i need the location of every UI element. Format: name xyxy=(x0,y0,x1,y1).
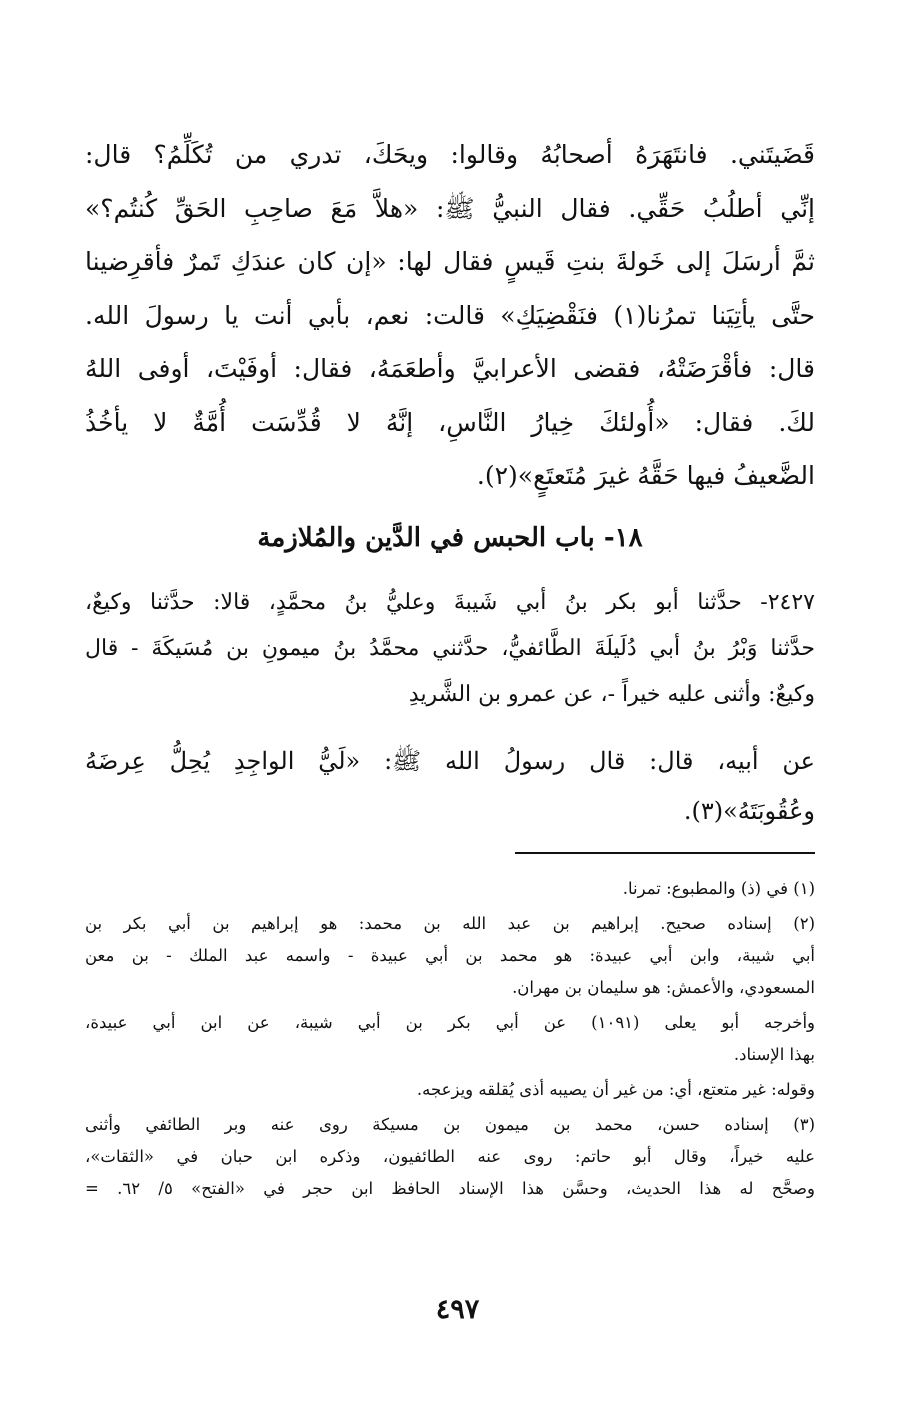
main-text-line: الضَّعيفُ فيها حَقَّهُ غيرَ مُتَعتَعٍ»(٢). xyxy=(476,461,815,490)
footnote-line: أبي شيبة، وابن أبي عبيدة: هو محمد بن أبي عبيدة - واسمه عبد الملك - بن معن xyxy=(85,946,815,965)
main-text-line: لكَ. فقال: «أُولئكَ خِيارُ النَّاسِ، إنَّهُ لا قُدِّسَت أُمَّةٌ لا يأخُذُ xyxy=(85,407,815,437)
footnote-separator xyxy=(515,852,815,854)
footnote xyxy=(85,908,815,1004)
footnote-line: المسعودي، والأعمش: هو سليمان بن مهران. xyxy=(512,978,815,997)
chapter-heading: ١٨- باب الحبس في الدَّين والمُلازمة xyxy=(257,523,643,553)
footnote-line: وصحَّح له هذا الحديث، وحسَّن هذا الإسناد الحافظ ابن حجر في «الفتح» ٥/ ٦٢. = xyxy=(85,1179,815,1198)
main-text xyxy=(85,128,815,503)
footnote-line: (٢) إسناده صحيح. إبراهيم بن عبد الله بن محمد: هو إبراهيم بن أبي بكر بن xyxy=(85,914,815,933)
footnote xyxy=(85,1109,815,1205)
hadith-matn xyxy=(85,736,815,836)
hadith-line: وعُقُوبَتَهُ»(٣). xyxy=(683,797,815,825)
footnote-line: عليه خيراً، وقال أبو حاتم: روى عنه الطائفيون، وذكره ابن حبان في «الثقات»، xyxy=(85,1147,815,1166)
main-text-line: قَضَيتَني. فانتَهَرَهُ أصحابُهُ وقالوا: ويحَكَ، تدري من تُكَلِّمُ؟ قال: xyxy=(85,140,815,169)
footnote-line: وأخرجه أبو يعلى (١٠٩١) عن أبي بكر بن أبي شيبة، عن ابن أبي عبيدة، xyxy=(85,1013,815,1032)
main-text-line: حتَّى يأتِيَنا تمرُنا(١) فنَقْضِيَكِ» قالت: نعم، بأبي أنت يا رسولَ الله. xyxy=(85,300,815,330)
footnote-line: بهذا الإسناد. xyxy=(733,1045,815,1064)
main-text-line: ثمَّ أرسَلَ إلى خَولةَ بنتِ قَيسٍ فقال لها: «إن كان عندَكِ تَمرٌ فأقرِضينا xyxy=(85,247,815,276)
page-number: ٤٩٧ xyxy=(435,1294,480,1325)
main-text-line: قال: فأقْرَضَتْهُ، فقضى الأعرابيَّ وأطعَمَهُ، فقال: أوفَيْتَ، أوفى اللهُ xyxy=(85,354,815,383)
footnote xyxy=(85,1074,815,1106)
main-text-line: إنِّي أطلُبُ حَقِّي. فقال النبيُّ ﷺ: «هلاَّ مَعَ صاحِبِ الحَقِّ كُنتُم؟» xyxy=(85,193,815,223)
hadith-line: ٢٤٢٧- حدَّثنا أبو بكر بنُ أبي شَيبةَ وعليُّ بنُ محمَّدٍ، قالا: حدَّثنا وكيعٌ، xyxy=(85,590,815,615)
footnote-line: (٣) إسناده حسن، محمد بن ميمون بن مسيكة روى عنه وبر الطائفي وأثنى xyxy=(85,1115,815,1134)
footnotes xyxy=(85,873,815,1205)
footnote xyxy=(85,873,815,905)
hadith-line: وكيعٌ: وأثنى عليه خيراً -، عن عمرو بن الشَّريدِ xyxy=(408,682,815,707)
hadith-line: عن أبيه، قال: قال رسولُ الله ﷺ: «لَيُّ الواجِدِ يُحِلُّ عِرضَهُ xyxy=(85,747,815,775)
footnote xyxy=(85,1007,815,1071)
footnote-line: (١) في (ذ) والمطبوع: تمرنا. xyxy=(622,879,815,898)
hadith-line: حدَّثنا وَبْرُ بنُ أبي دُلَيلَةَ الطَّائفيُّ، حدَّثني محمَّدُ بنُ ميمونِ بن مُسَيكَةَ - قال xyxy=(85,636,815,661)
hadith-isnad xyxy=(85,580,815,718)
footnote-line: وقوله: غير متعتع، أي: من غير أن يصيبه أذى يُقلقه ويزعجه. xyxy=(416,1080,815,1099)
